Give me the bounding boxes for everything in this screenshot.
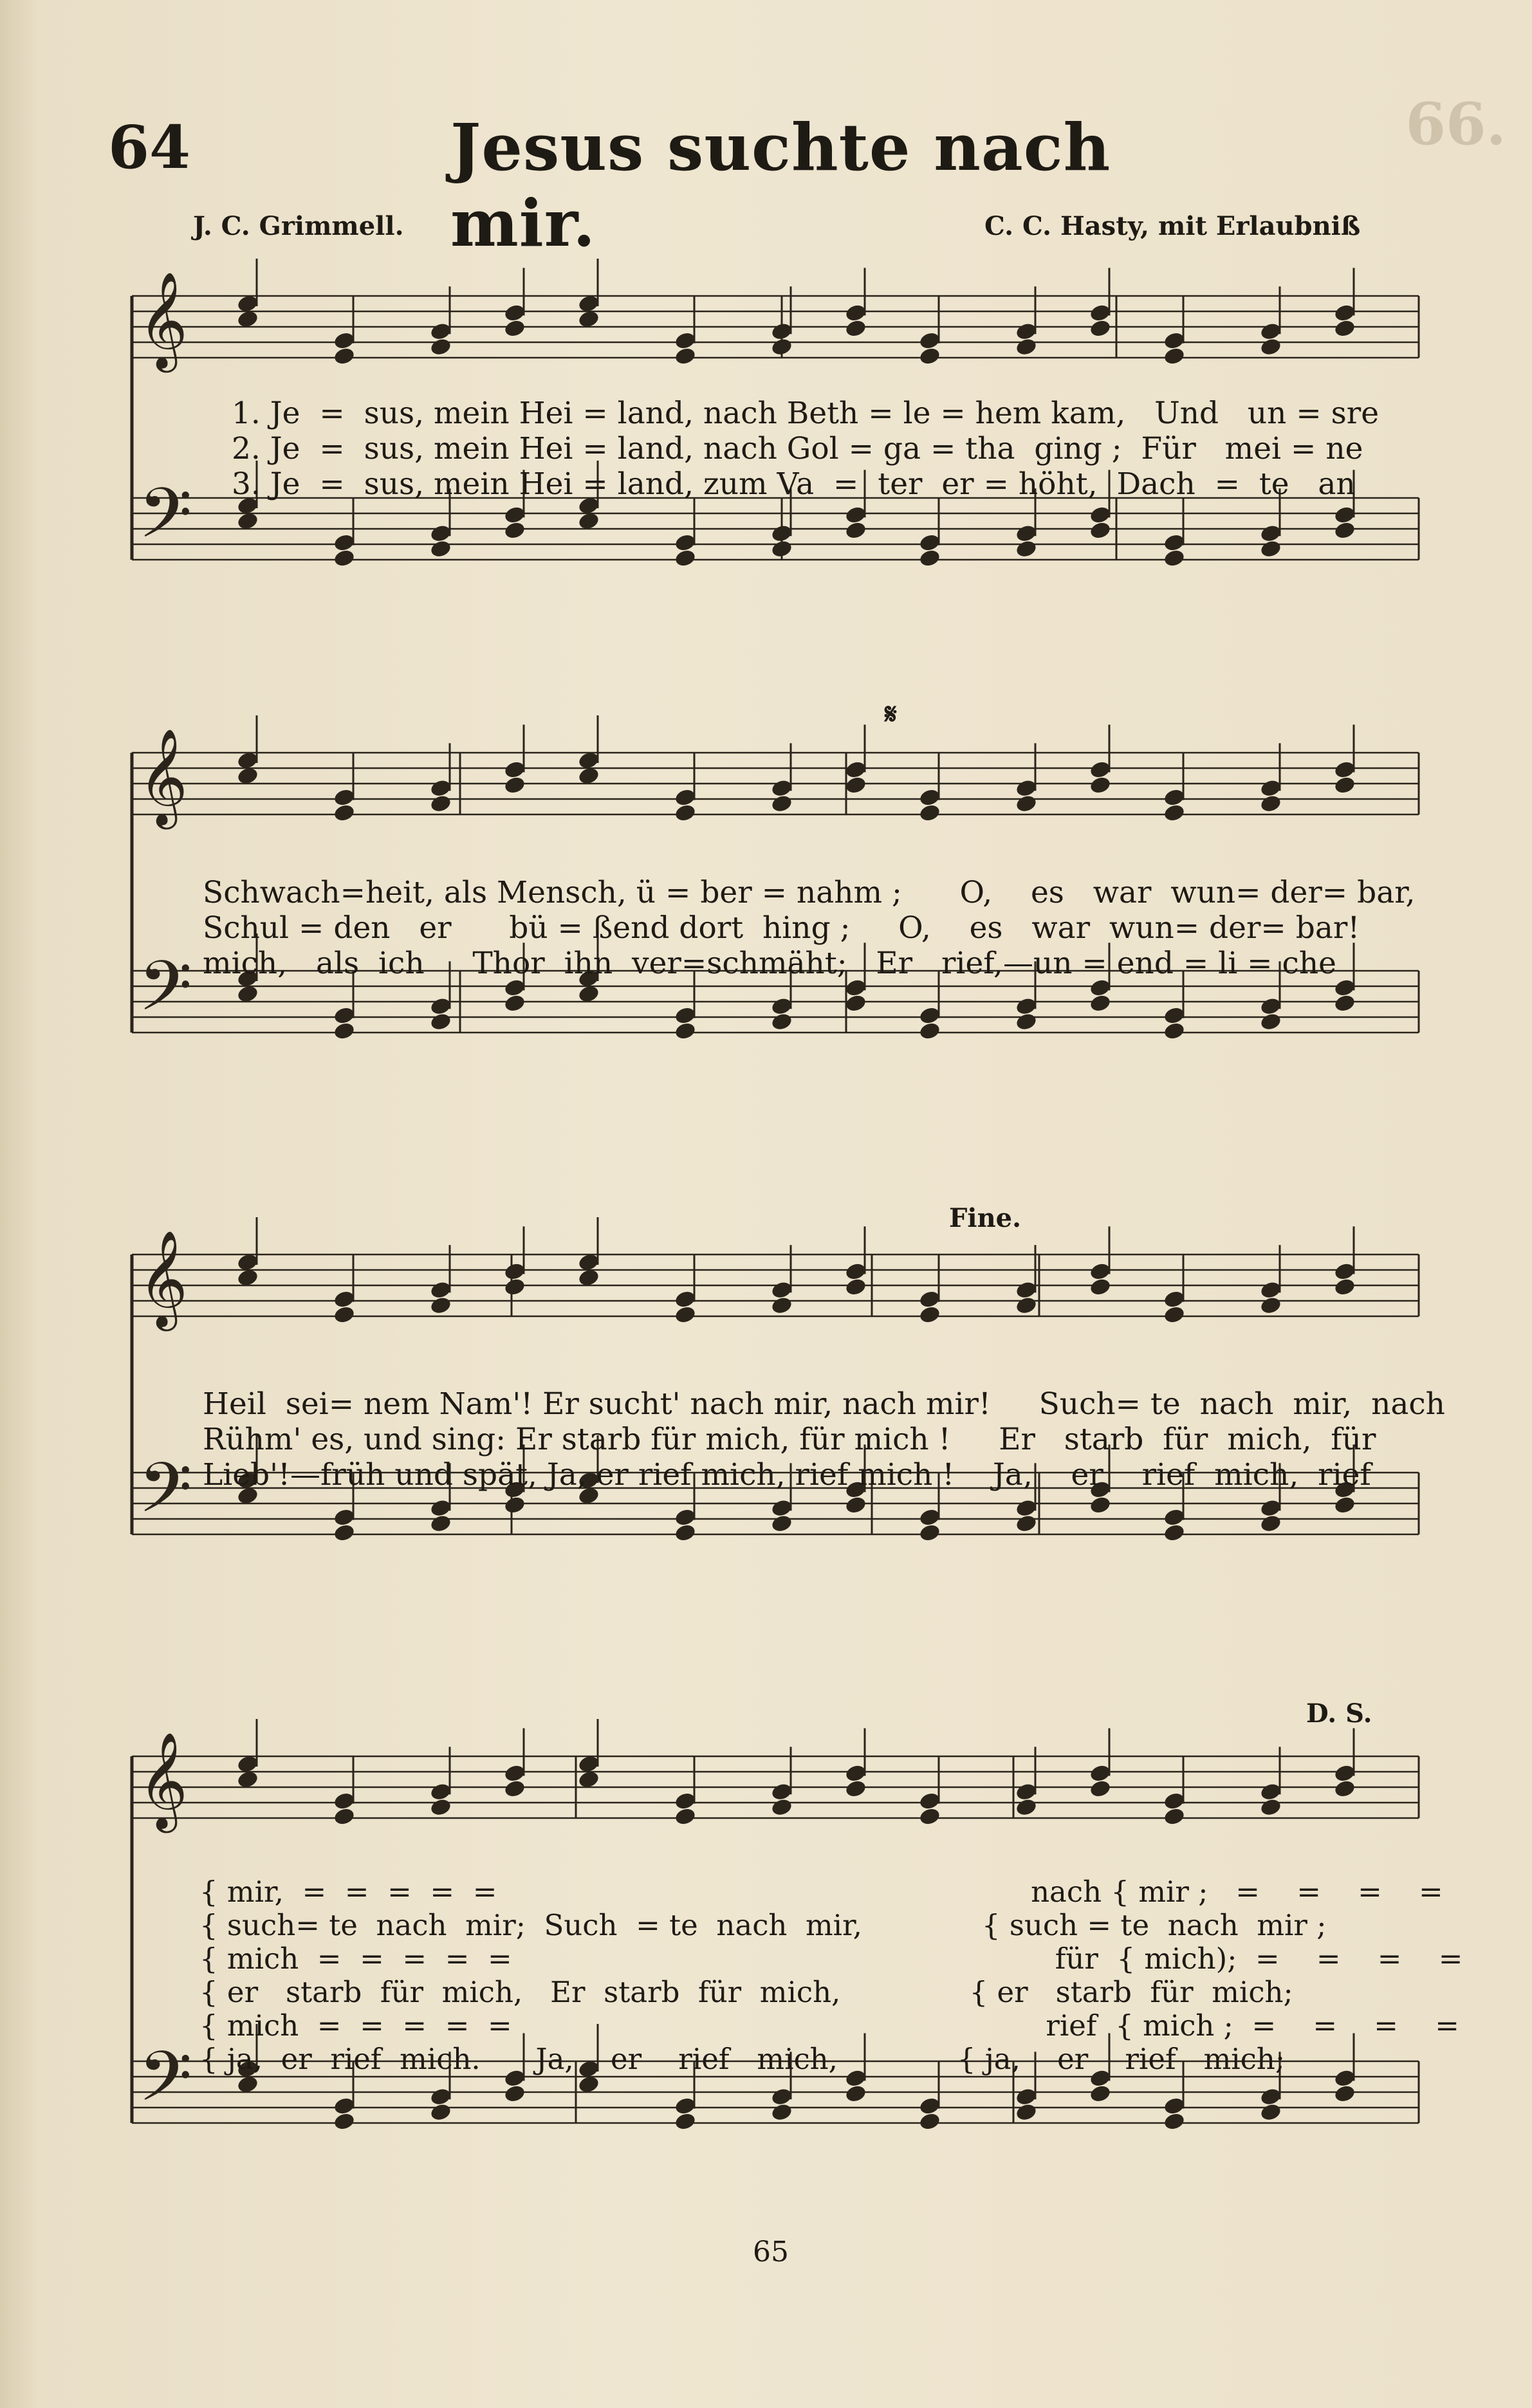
lyric-line: { mir, = = = = = nach { mir ; = = = = [199, 1875, 1443, 1909]
notehead [1163, 1806, 1186, 1826]
notehead [770, 337, 793, 357]
notehead [844, 318, 867, 338]
notehead [1259, 2102, 1282, 2122]
notehead [1333, 1495, 1356, 1515]
notehead [1259, 1296, 1282, 1316]
segno-sign: 𝄋 [885, 698, 897, 731]
notehead [674, 803, 697, 823]
notehead [844, 775, 867, 795]
lyricist-credit: J. C. Grimmell. [193, 211, 404, 241]
bass-clef: 𝄢 [138, 945, 192, 1043]
notehead [429, 337, 452, 357]
lyric-line: 3. Je = sus, mein Hei = land, zum Va = ter er = höht, Dach = te an [232, 466, 1356, 502]
lyric-line: mich, als ich Thor ihn ver=schmäht; Er rief,—un = end = li = che [203, 946, 1336, 981]
composer-credit: C. C. Hasty, mit Erlaubniß [984, 211, 1361, 241]
treble-clef: 𝄞 [138, 1731, 188, 1829]
notehead [1333, 318, 1356, 338]
lyrics-block-2 [203, 875, 1490, 981]
bleed-through-page-number: 66. [1405, 90, 1506, 158]
lyric-line: 2. Je = sus, mein Hei = land, nach Gol = ga = tha ging ; Für mei = ne [232, 431, 1363, 466]
notehead [1163, 803, 1186, 823]
notehead [503, 993, 526, 1013]
notehead [674, 2111, 697, 2131]
notehead [1015, 1514, 1038, 1534]
notehead [503, 1277, 526, 1297]
notehead [1015, 539, 1038, 559]
notehead [503, 1779, 526, 1799]
notehead [1333, 520, 1356, 540]
notehead [503, 775, 526, 795]
notehead [674, 1523, 697, 1543]
notehead [770, 1296, 793, 1316]
lyric-line: { such= te nach mir; Such = te nach mir, { such = te nach mir ; [199, 1908, 1327, 1942]
notehead [918, 1806, 941, 1826]
notehead [918, 346, 941, 366]
notehead [1333, 775, 1356, 795]
notehead [503, 2084, 526, 2104]
notehead [333, 1021, 356, 1041]
notehead [674, 1021, 697, 1041]
notehead [770, 794, 793, 814]
notehead [1163, 548, 1186, 568]
notehead [844, 1277, 867, 1297]
notehead [1163, 1523, 1186, 1543]
treble-clef: 𝄞 [138, 727, 188, 825]
notehead [333, 803, 356, 823]
lyrics-block-1 [232, 396, 1518, 502]
notehead [1259, 539, 1282, 559]
notehead [674, 1806, 697, 1826]
page-number: 64 [108, 113, 191, 182]
notehead [503, 318, 526, 338]
notehead [1163, 346, 1186, 366]
notehead [1015, 1797, 1038, 1817]
notehead [918, 548, 941, 568]
notehead [503, 1495, 526, 1515]
notehead [333, 2111, 356, 2131]
notehead [1089, 2084, 1112, 2104]
notehead [1089, 1277, 1112, 1297]
notehead [429, 1797, 452, 1817]
treble-clef: 𝄞 [138, 1229, 188, 1327]
notehead [1333, 1779, 1356, 1799]
bass-clef: 𝄢 [138, 2036, 192, 2134]
notehead [674, 346, 697, 366]
lyric-line: Lieb'!—früh und spät, Ja, er rief mich, rief mich ! Ja, er rief mich, rief [203, 1457, 1371, 1493]
notehead [1163, 2111, 1186, 2131]
notehead [1089, 520, 1112, 540]
notehead [844, 1495, 867, 1515]
notehead [1015, 794, 1038, 814]
notehead [1333, 1277, 1356, 1297]
notehead [1333, 2084, 1356, 2104]
bass-clef: 𝄢 [138, 472, 192, 571]
notehead [1163, 1021, 1186, 1041]
notehead [918, 1305, 941, 1325]
notehead [1089, 775, 1112, 795]
notehead [674, 1305, 697, 1325]
notehead [918, 803, 941, 823]
notehead [1259, 337, 1282, 357]
hymn-title: Jesus suchte nach mir. [450, 109, 1111, 261]
lyric-line: Schwach=heit, als Mensch, ü = ber = nahm ; O, es war wun= der= bar, [203, 875, 1416, 910]
notehead [333, 548, 356, 568]
bass-clef: 𝄢 [138, 1447, 192, 1545]
notehead [429, 1514, 452, 1534]
treble-clef: 𝄞 [138, 270, 188, 369]
notehead [844, 2084, 867, 2104]
notehead [429, 1296, 452, 1316]
notehead [770, 2102, 793, 2122]
lyric-line: { er starb für mich, Er starb für mich, { er starb für mich; [199, 1975, 1293, 2009]
notehead [1259, 1797, 1282, 1817]
notehead [770, 539, 793, 559]
notehead [770, 1514, 793, 1534]
notehead [1259, 1012, 1282, 1032]
lyrics-block-3 [203, 1386, 1490, 1493]
lyrics-block-4 [199, 1875, 1486, 2076]
lyric-line: 1. Je = sus, mein Hei = land, nach Beth = le = hem kam, Und un = sre [232, 396, 1380, 431]
notehead [1089, 1495, 1112, 1515]
notehead [333, 1523, 356, 1543]
lyric-line: { mich = = = = = für { mich); = = = = [199, 1942, 1463, 1976]
lyric-line: Heil sei= nem Nam'! Er sucht' nach mir, nach mir! Such= te nach mir, nach [203, 1386, 1445, 1422]
notehead [429, 539, 452, 559]
notehead [1015, 337, 1038, 357]
lyric-line: Rühm' es, und sing: Er starb für mich, für mich ! Er starb für mich, für [203, 1422, 1376, 1457]
notehead [918, 2111, 941, 2131]
notehead [918, 1021, 941, 1041]
notehead [1163, 1305, 1186, 1325]
notehead [844, 993, 867, 1013]
notehead [770, 1797, 793, 1817]
notehead [1015, 2102, 1038, 2122]
notehead [844, 1779, 867, 1799]
notehead [1015, 1296, 1038, 1316]
notehead [1015, 1012, 1038, 1032]
notehead [1089, 318, 1112, 338]
notehead [770, 1012, 793, 1032]
notehead [918, 1523, 941, 1543]
notehead [1089, 1779, 1112, 1799]
notehead [844, 520, 867, 540]
notehead [429, 794, 452, 814]
notehead [333, 1806, 356, 1826]
notehead [1333, 993, 1356, 1013]
notehead [1089, 993, 1112, 1013]
notehead [1259, 1514, 1282, 1534]
dal-segno-marker: D. S. [1306, 1698, 1372, 1729]
lyric-line: { ja, er rief mich. Ja, er rief mich, { ja, er rief mich; [199, 2042, 1286, 2076]
notehead [429, 1012, 452, 1032]
notehead [503, 520, 526, 540]
lyric-line: Schul = den er bü = ßend dort hing ; O, es war wun= der= bar! [203, 910, 1360, 946]
notehead [429, 2102, 452, 2122]
footer-page-number: 65 [753, 2236, 789, 2268]
fine-marker: Fine. [949, 1203, 1022, 1233]
notehead [333, 1305, 356, 1325]
notehead [1259, 794, 1282, 814]
lyric-line: { mich = = = = = rief { mich ; = = = = [199, 2008, 1459, 2043]
notehead [674, 548, 697, 568]
notehead [333, 346, 356, 366]
